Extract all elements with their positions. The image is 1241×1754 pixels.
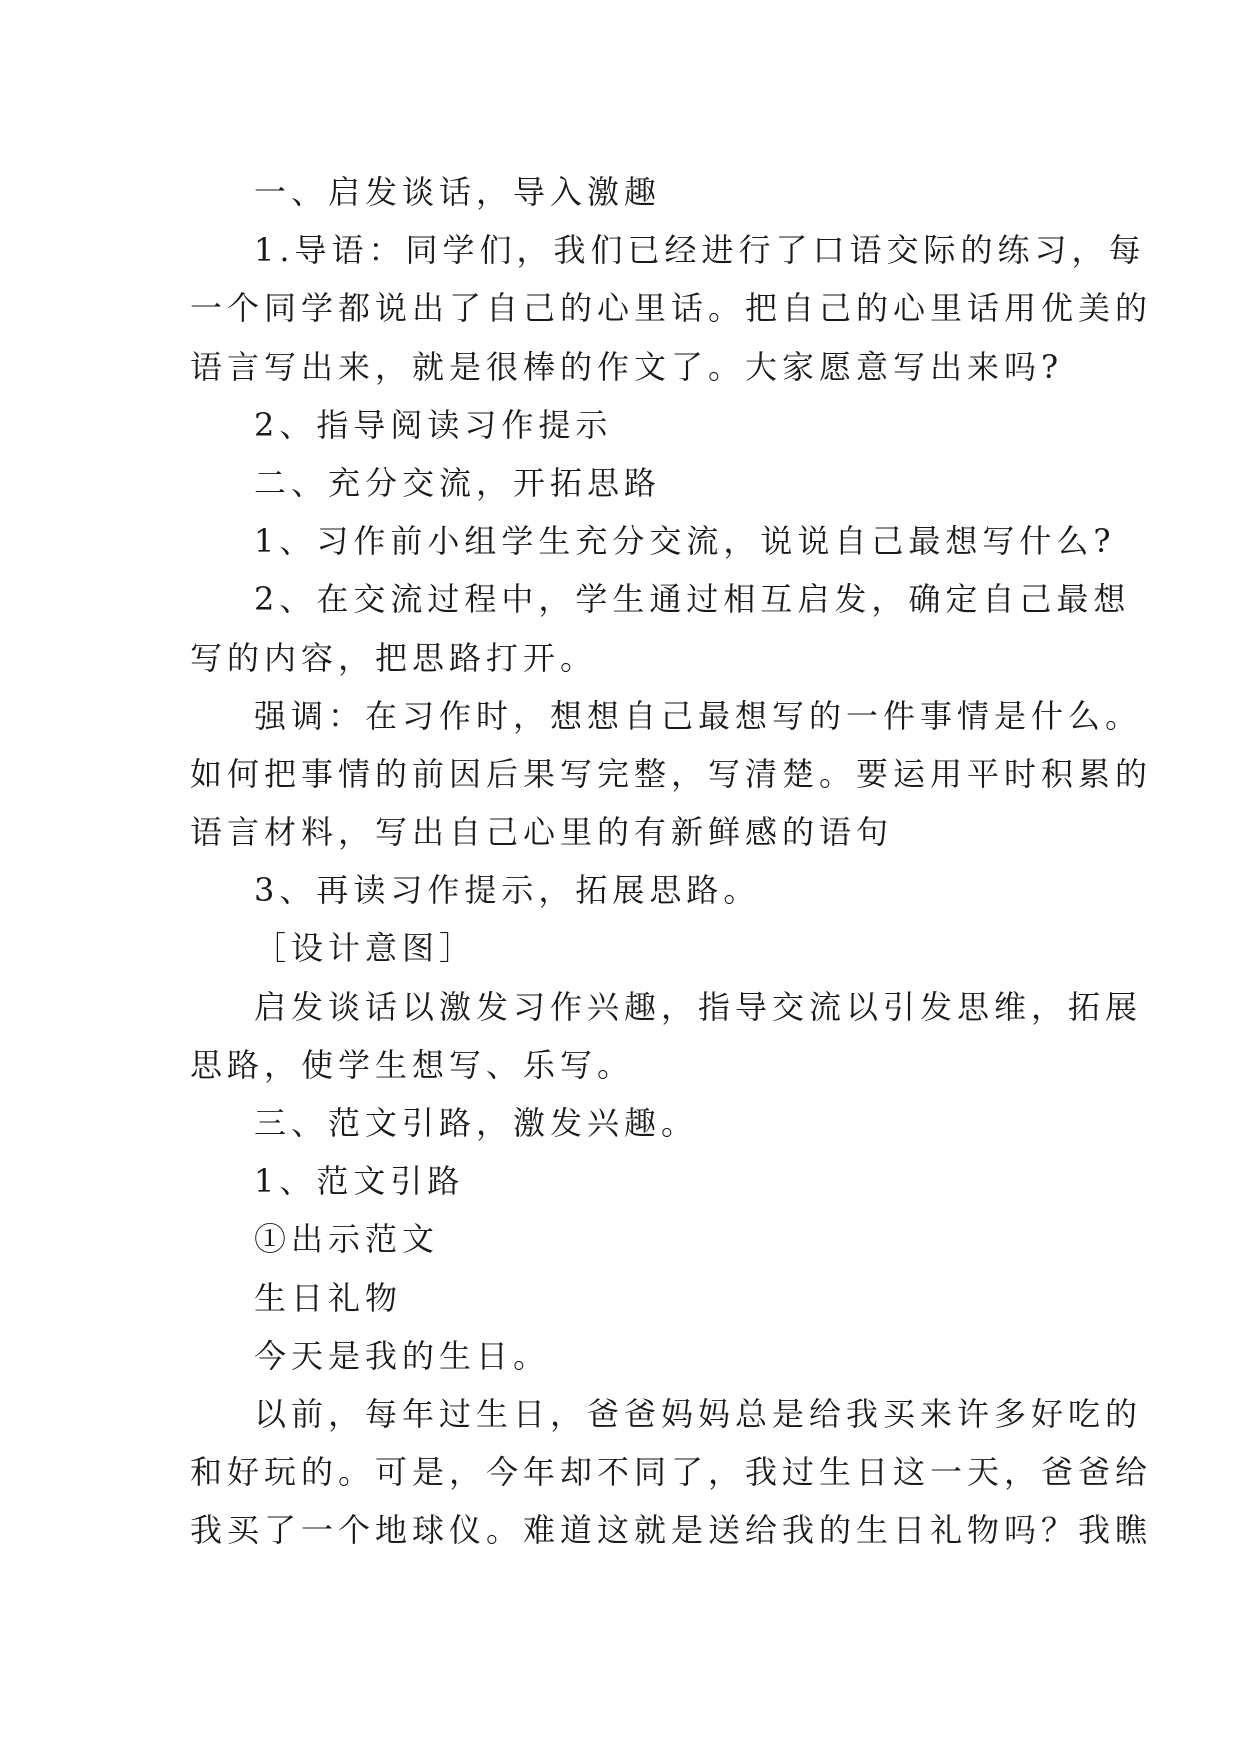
- text-line: 如何把事情的前因后果写完整，写清楚。要运用平时积累的: [190, 754, 1153, 793]
- text-line: 1、习作前小组学生充分交流，说说自己最想写什么?: [254, 522, 1116, 561]
- text-line: 强调：在习作时，想想自己最想写的一件事情是什么。: [254, 696, 1143, 735]
- text-line: 一、启发谈话，导入激趣: [254, 173, 662, 211]
- text-line: 一个同学都说出了自己的心里话。把自己的心里话用优美的: [190, 289, 1153, 328]
- text-line: 语言写出来，就是很棒的作文了。大家愿意写出来吗?: [190, 347, 1064, 386]
- text-line: 我买了一个地球仪。难道这就是送给我的生日礼物吗？我瞧: [190, 1511, 1153, 1550]
- text-line: 三、范文引路，激发兴趣。: [254, 1104, 699, 1142]
- text-line: 思路，使学生想写、乐写。: [190, 1045, 635, 1084]
- text-line: 语言材料，写出自己心里的有新鲜感的语句: [190, 813, 894, 852]
- text-line: 二、充分交流，开拓思路: [254, 463, 662, 502]
- text-line: 1.导语：同学们，我们已经进行了口语交际的练习，每: [254, 231, 1146, 270]
- text-line: 2、在交流过程中，学生通过相互启发，确定自己最想: [254, 580, 1131, 619]
- text-line: 生日礼物: [254, 1278, 403, 1317]
- text-line: 1、范文引路: [254, 1162, 465, 1201]
- text-line: 写的内容，把思路打开。: [190, 638, 598, 677]
- text-line: ［设计意图］: [254, 929, 477, 968]
- text-line: 2、指导阅读习作提示: [254, 405, 613, 444]
- text-line: 今天是我的生日。: [254, 1336, 551, 1375]
- text-line: ①出示范文: [254, 1220, 440, 1259]
- text-line: 以前，每年过生日，爸爸妈妈总是给我买来许多好吃的: [254, 1394, 1143, 1433]
- text-line: 和好玩的。可是，今年却不同了，我过生日这一天，爸爸给: [190, 1453, 1153, 1492]
- text-line: 3、再读习作提示，拓展思路。: [254, 871, 761, 910]
- text-line: 启发谈话以激发习作兴趣，指导交流以引发思维，拓展: [254, 987, 1143, 1026]
- document-body: [190, 163, 1153, 1560]
